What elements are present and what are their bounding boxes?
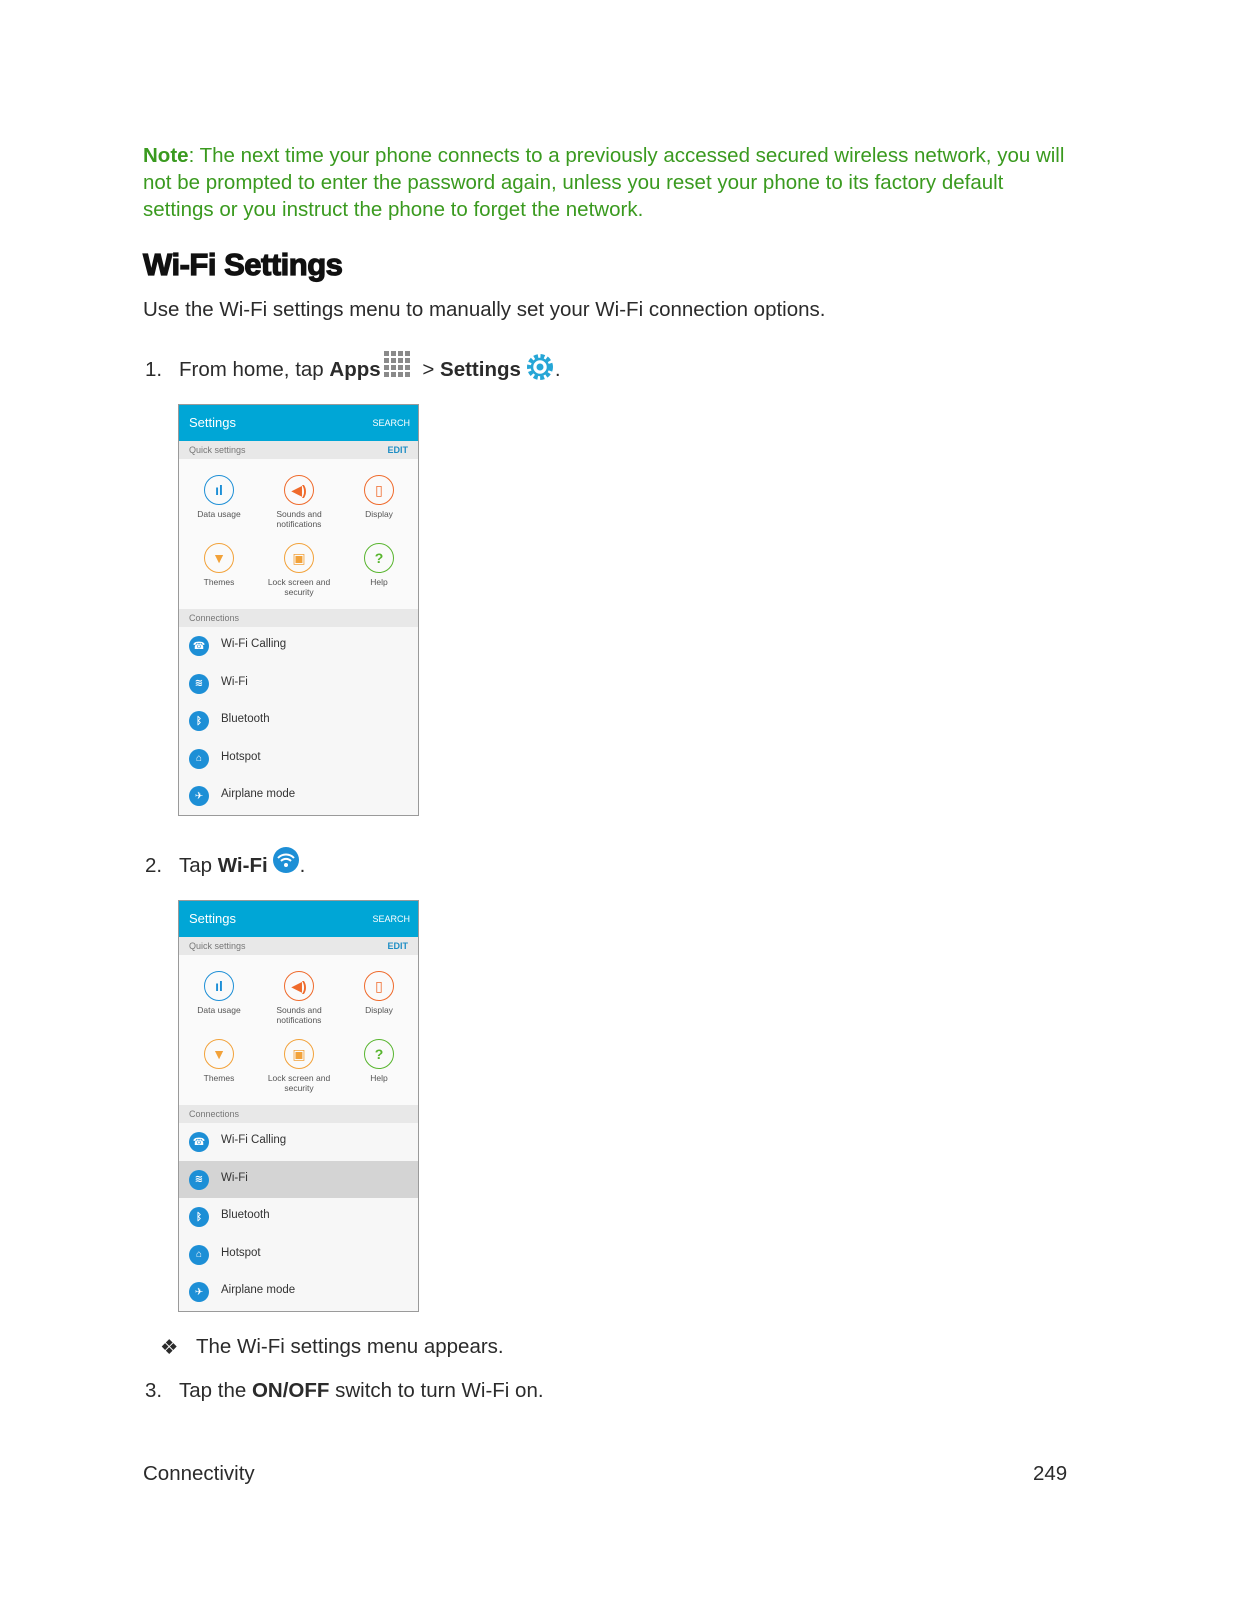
result-bullet — [160, 1335, 504, 1360]
phone-title: Settings — [189, 911, 236, 926]
wifi-icon: ≋ — [189, 674, 209, 694]
row-label: Wi-Fi Calling — [221, 1134, 287, 1146]
display-icon: ▯ — [364, 971, 394, 1001]
row-label: Hotspot — [221, 1246, 261, 1259]
quick-settings-header — [179, 937, 418, 955]
quick-item-display — [339, 971, 419, 1015]
apps-label: Apps — [329, 358, 381, 381]
settings-gear-icon — [525, 352, 555, 382]
row-label: Airplane mode — [221, 1284, 296, 1296]
intro-text: Use the Wi-Fi settings menu to manually set your Wi-Fi connection options. — [143, 298, 826, 321]
footer-section: Connectivity — [143, 1462, 255, 1485]
row-wifi-calling — [179, 627, 418, 665]
quick-item-sounds — [259, 475, 339, 529]
step-text: Tap — [179, 854, 218, 877]
quick-item-help — [339, 1039, 419, 1083]
lock-icon: ▣ — [284, 543, 314, 573]
row-wifi-calling — [179, 1123, 418, 1161]
on-off-label: ON/OFF — [251, 1379, 330, 1402]
step-separator: > — [416, 358, 441, 381]
quick-item-lock-screen — [259, 1039, 339, 1093]
row-wifi-highlighted — [179, 1161, 418, 1199]
apps-grid-icon — [383, 350, 413, 380]
step-end: . — [299, 854, 306, 877]
connections-label: Connections — [189, 1109, 240, 1119]
step-number: 1. — [145, 358, 163, 381]
phone-screenshot-settings — [178, 404, 419, 816]
connections-header — [179, 609, 418, 627]
row-label: Bluetooth — [221, 713, 270, 725]
speaker-icon: ◀) — [284, 971, 314, 1001]
bullet-text: The Wi-Fi settings menu appears. — [196, 1335, 504, 1358]
quick-settings-grid — [179, 955, 418, 1105]
quick-item-themes — [179, 543, 259, 587]
help-icon: ? — [364, 1039, 394, 1069]
step-text: From home, tap — [179, 358, 330, 381]
quick-item-label: Display — [365, 509, 393, 519]
quick-item-label: Sounds and notifications — [276, 509, 322, 529]
display-icon: ▯ — [364, 475, 394, 505]
wifi-calling-icon: ☎ — [189, 1132, 209, 1152]
help-icon: ? — [364, 543, 394, 573]
page-number: 249 — [1033, 1462, 1068, 1485]
lock-icon: ▣ — [284, 1039, 314, 1069]
bar-chart-icon: ıl — [204, 971, 234, 1001]
quick-item-help — [339, 543, 419, 587]
edit-button: EDIT — [387, 941, 408, 951]
note-paragraph — [143, 142, 1073, 223]
quick-item-label: Data usage — [197, 509, 241, 519]
row-airplane-mode — [179, 1273, 418, 1311]
row-label: Wi-Fi — [221, 675, 248, 688]
step-end: . — [554, 358, 561, 381]
step-text: Tap the — [179, 1379, 252, 1402]
wifi-calling-icon: ☎ — [189, 636, 209, 656]
bar-chart-icon: ıl — [204, 475, 234, 505]
wifi-icon: ≋ — [189, 1170, 209, 1190]
quick-item-sounds — [259, 971, 339, 1025]
connections-label: Connections — [189, 613, 240, 623]
phone-search-button: SEARCH — [372, 418, 410, 428]
quick-item-themes — [179, 1039, 259, 1083]
quick-item-label: Sounds and notifications — [276, 1005, 322, 1025]
edit-button: EDIT — [387, 445, 408, 455]
quick-item-data-usage — [179, 971, 259, 1015]
diamond-bullet-icon: ❖ — [160, 1336, 179, 1359]
brush-icon: ▼ — [204, 543, 234, 573]
quick-settings-header — [179, 441, 418, 459]
airplane-icon: ✈ — [189, 1282, 209, 1302]
wifi-icon — [272, 846, 300, 874]
phone-app-bar — [179, 405, 418, 441]
quick-settings-label: Quick settings — [189, 941, 246, 951]
quick-item-lock-screen — [259, 543, 339, 597]
quick-item-display — [339, 475, 419, 519]
phone-screenshot-wifi-selected — [178, 900, 419, 1312]
brush-icon: ▼ — [204, 1039, 234, 1069]
airplane-icon: ✈ — [189, 786, 209, 806]
step-number: 3. — [145, 1379, 163, 1402]
phone-title: Settings — [189, 415, 236, 430]
phone-app-bar — [179, 901, 418, 937]
step-number: 2. — [145, 854, 163, 877]
row-label: Wi-Fi — [221, 1171, 248, 1184]
note-text: : The next time your phone connects to a previously accessed secured wireless network, you will not be prompted to enter the password again, unless you reset your phone to its factory default settings or you instruct the phone to forget the network. — [143, 144, 1065, 221]
speaker-icon: ◀) — [284, 475, 314, 505]
row-hotspot — [179, 740, 418, 778]
bluetooth-icon: ᛒ — [189, 711, 209, 731]
quick-item-label: Data usage — [197, 1005, 241, 1015]
quick-item-label: Themes — [203, 577, 235, 587]
hotspot-icon: ⌂ — [189, 1245, 209, 1265]
quick-item-label: Lock screen and security — [267, 577, 331, 597]
note-label: Note — [143, 144, 189, 167]
row-label: Hotspot — [221, 750, 261, 763]
step-1 — [145, 350, 561, 382]
quick-item-label: Display — [365, 1005, 393, 1015]
quick-item-label: Themes — [203, 1073, 235, 1083]
quick-item-label: Help — [370, 1073, 388, 1083]
hotspot-icon: ⌂ — [189, 749, 209, 769]
row-bluetooth — [179, 1198, 418, 1236]
quick-settings-label: Quick settings — [189, 445, 246, 455]
quick-settings-grid — [179, 459, 418, 609]
row-airplane-mode — [179, 777, 418, 815]
quick-item-data-usage — [179, 475, 259, 519]
connections-header — [179, 1105, 418, 1123]
quick-item-label: Lock screen and security — [267, 1073, 331, 1093]
quick-item-label: Help — [370, 577, 388, 587]
row-label: Wi-Fi Calling — [221, 638, 287, 650]
step-2 — [145, 846, 305, 878]
step-text-post: switch to turn Wi-Fi on. — [329, 1379, 544, 1402]
settings-label: Settings — [440, 358, 521, 381]
step-3 — [145, 1379, 544, 1403]
row-wifi — [179, 665, 418, 703]
row-label: Airplane mode — [221, 788, 296, 800]
wifi-label: Wi-Fi — [217, 854, 268, 877]
phone-search-button: SEARCH — [372, 914, 410, 924]
row-hotspot — [179, 1236, 418, 1274]
section-heading: Wi-Fi Settings — [143, 247, 343, 282]
row-label: Bluetooth — [221, 1209, 270, 1221]
bluetooth-icon: ᛒ — [189, 1207, 209, 1227]
row-bluetooth — [179, 702, 418, 740]
